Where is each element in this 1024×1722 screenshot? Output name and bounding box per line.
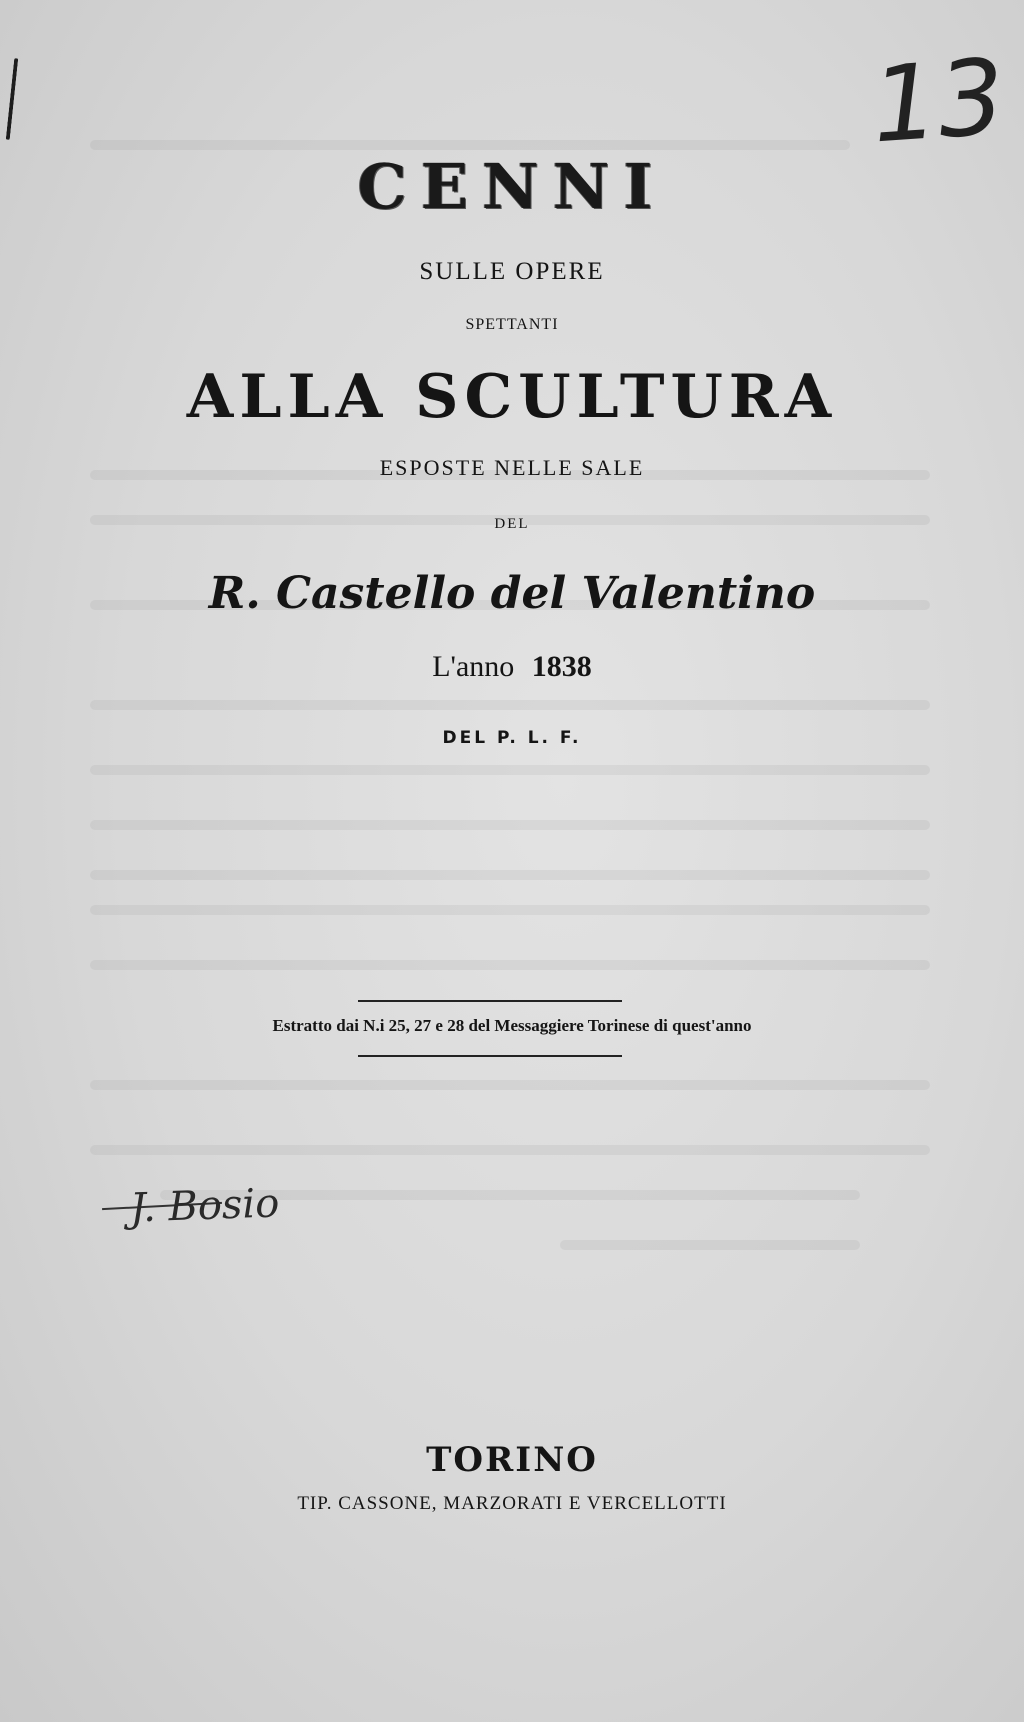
author-line: DEL P. L. F. bbox=[442, 728, 582, 748]
bleed-through-line bbox=[90, 820, 930, 830]
subtitle-spettanti: SPETTANTI bbox=[465, 316, 559, 333]
bleed-through-line bbox=[90, 1080, 930, 1090]
bleed-through-line bbox=[90, 960, 930, 970]
extract-note: Estratto dai N.i 25, 27 e 28 del Messaggiere Torinese di quest'anno bbox=[272, 1016, 752, 1035]
handwritten-signature: J. Bosio bbox=[129, 1180, 281, 1232]
anno-year: 1838 bbox=[531, 650, 592, 683]
bleed-through-line bbox=[560, 1240, 860, 1250]
anno-prefix: L'anno bbox=[432, 650, 515, 683]
title-castello: R. Castello del Valentino bbox=[208, 568, 816, 619]
title-cenni: CENNI bbox=[357, 150, 667, 223]
title-alla-scultura: ALLA SCULTURA bbox=[186, 362, 838, 432]
bleed-through-line bbox=[90, 870, 930, 880]
imprint-city: TORINO bbox=[426, 1440, 598, 1480]
subtitle-sulle-opere: SULLE OPERE bbox=[419, 258, 605, 285]
bleed-through-line bbox=[90, 140, 850, 150]
rule-top bbox=[358, 1000, 622, 1002]
handwritten-corner-number: 13 bbox=[867, 35, 1009, 167]
bleed-through-line bbox=[90, 905, 930, 915]
rule-bottom bbox=[358, 1055, 622, 1057]
handwritten-left-mark bbox=[6, 58, 19, 140]
subtitle-esposte: ESPOSTE NELLE SALE bbox=[379, 455, 645, 480]
bleed-through-line bbox=[90, 765, 930, 775]
imprint-printer: TIP. CASSONE, MARZORATI E VERCELLOTTI bbox=[297, 1493, 727, 1514]
bleed-through-line bbox=[90, 700, 930, 710]
subtitle-del: DEL bbox=[494, 516, 530, 532]
year-line bbox=[0, 650, 1024, 684]
bleed-through-line bbox=[90, 1145, 930, 1155]
